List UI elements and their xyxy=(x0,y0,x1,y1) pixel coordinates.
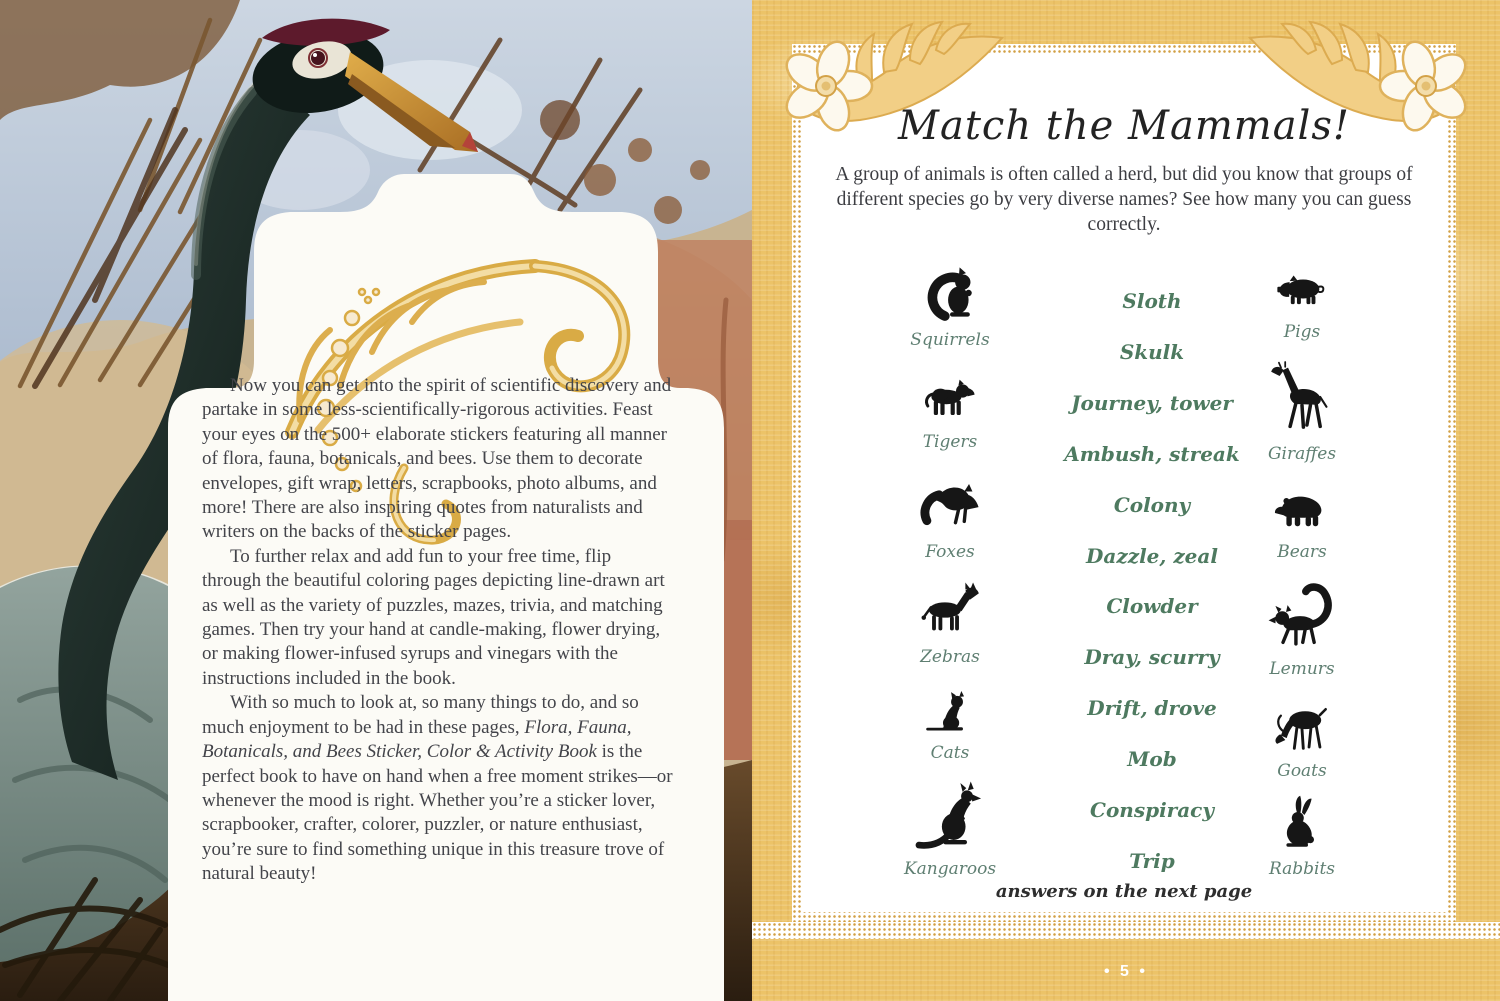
animal-label: Zebras xyxy=(920,647,980,668)
animal-cell-rabbits xyxy=(1269,794,1335,879)
noun-option: Journey, tower xyxy=(1071,390,1233,415)
animal-label: Goats xyxy=(1277,760,1327,781)
animal-cell-bears xyxy=(1265,477,1339,562)
right-page xyxy=(752,0,1500,1001)
animal-cell-tigers xyxy=(917,367,983,452)
cat-icon xyxy=(921,684,979,738)
rabbit-icon xyxy=(1272,794,1332,854)
description-paragraph-1 xyxy=(202,374,674,545)
animal-label: Pigs xyxy=(1283,322,1321,342)
intro-text: A group of animals is often called a herd, but did you know that groups of different species go by very diverse names? See how many you can guess correctly. xyxy=(835,164,1413,235)
page-number: • 5 • xyxy=(1104,963,1148,980)
paragraph-2-text: To further relax and add fun to your free time, flip through the beautiful coloring pages depicting line-drawn art as well as the variety of puzzles, mazes, trivia, and matching games. Then try your hand at candle-making, flower drying, or making flower-infused syrups and vinegars with the instructions included in the book. xyxy=(202,545,665,689)
noun-option: Dray, scurry xyxy=(1084,645,1220,670)
book-title-italic: Flora, Fauna, Botanicals, and Bees Sticker, Color & Activity Book xyxy=(202,716,632,763)
footer-dotted-strip xyxy=(752,922,1500,939)
giraffe-icon xyxy=(1267,355,1337,439)
goat-icon xyxy=(1264,692,1340,756)
animal-cell-lemurs xyxy=(1264,576,1340,679)
animal-label: Giraffes xyxy=(1267,444,1337,465)
animal-label: Squirrels xyxy=(910,330,990,350)
animal-cell-kangaroos xyxy=(904,780,996,879)
animal-label: Rabbits xyxy=(1268,858,1336,879)
noun-option: Clowder xyxy=(1106,594,1198,619)
noun-option: Colony xyxy=(1113,492,1191,517)
bear-icon xyxy=(1265,477,1339,537)
animal-cell-giraffes xyxy=(1267,355,1337,464)
animal-label: Foxes xyxy=(925,541,975,562)
kangaroo-icon xyxy=(908,780,992,854)
noun-option: Drift, drove xyxy=(1087,696,1217,721)
noun-option: Dazzle, zeal xyxy=(1086,543,1218,568)
tiger-icon xyxy=(917,367,983,427)
animal-cell-foxes xyxy=(916,469,984,562)
noun-option: Sloth xyxy=(1122,289,1182,313)
animal-cell-squirrels xyxy=(910,261,989,350)
animal-column-right xyxy=(1214,261,1390,879)
noun-option: Mob xyxy=(1127,747,1177,772)
noun-option: Ambush, streak xyxy=(1064,441,1240,466)
animal-cell-zebras xyxy=(915,578,985,667)
animal-cell-pigs xyxy=(1269,261,1335,342)
answers-footnote: answers on the next page xyxy=(995,881,1253,902)
animal-label: Lemurs xyxy=(1269,658,1335,679)
floral-corner-ornament-left xyxy=(764,20,1016,170)
dotted-border-frame xyxy=(792,44,1456,922)
animal-cell-cats xyxy=(921,684,979,763)
animal-cell-goats xyxy=(1264,692,1340,781)
noun-option: Trip xyxy=(1129,848,1175,873)
matching-grid xyxy=(802,261,1446,879)
floral-corner-ornament-right xyxy=(1236,20,1488,170)
animal-column-left xyxy=(864,261,1036,879)
animal-label: Cats xyxy=(930,743,970,764)
activity-panel xyxy=(802,54,1446,912)
paragraph-3-lead: With so much to look at, so many things to do, and so much enjoyment to be had in these pages, xyxy=(202,692,639,738)
noun-option: Conspiracy xyxy=(1090,798,1214,823)
lemur-icon xyxy=(1264,576,1340,654)
zebra-icon xyxy=(915,578,985,642)
animal-label: Bears xyxy=(1277,542,1327,563)
book-description-text xyxy=(202,374,674,887)
animal-label: Tigers xyxy=(922,431,978,452)
paragraph-3-tail: is the perfect book to have on hand when a free moment strikes—or whenever the mood is right. Whether you’re a sticker lover, scrapbooker, crafter, colorer, puzzler, or nature enthusiast, you’re sure to find something unique in this treasure trove of natural beauty! xyxy=(202,741,673,885)
pig-icon xyxy=(1269,261,1335,317)
description-paragraph-2 xyxy=(202,545,674,691)
animal-label: Kangaroos xyxy=(903,858,997,879)
noun-option: Skulk xyxy=(1119,339,1185,364)
squirrel-icon xyxy=(918,261,982,325)
paragraph-1-text: Now you can get into the spirit of scientific discovery and partake in some less-scientifically-rigorous activities. Feast your eyes on the 500+ elaborate stickers featuring all manner of flora, fauna, botanicals, and bees. Use them to decorate envelopes, gift wrap, letters, scrapbooks, photo albums, and more! There are also inspiring quotes from naturalists and writers on the backs of the sticker pages. xyxy=(202,375,672,543)
fox-icon xyxy=(916,469,984,537)
page-title: Match the Mammals! xyxy=(898,103,1350,149)
description-paragraph-3 xyxy=(202,691,674,886)
